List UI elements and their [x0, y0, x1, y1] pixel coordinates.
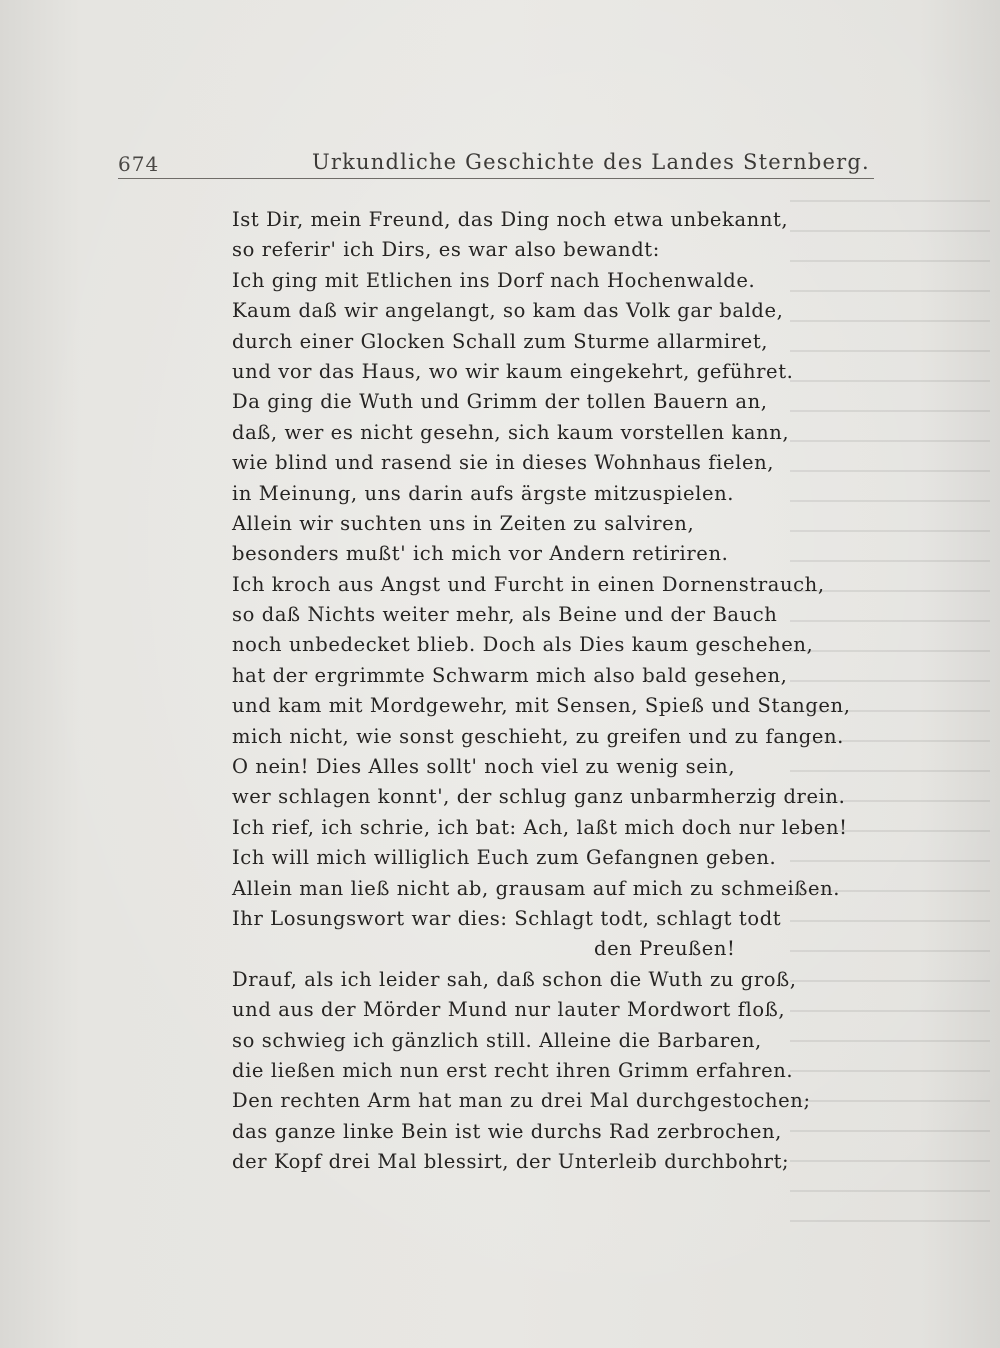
- poem-line: in Meinung, uns darin aufs ärgste mitzuspielen.: [232, 481, 735, 505]
- poem-line: und kam mit Mordgewehr, mit Sensen, Spieß und Stangen,: [232, 694, 851, 718]
- page-header: [118, 150, 874, 180]
- poem-line: durch einer Glocken Schall zum Sturme allarmiret,: [232, 329, 769, 353]
- poem-line: Kaum daß wir angelangt, so kam das Volk gar balde,: [232, 299, 784, 323]
- poem-line: daß, wer es nicht gesehn, sich kaum vorstellen kann,: [232, 420, 790, 444]
- poem-line: Ist Dir, mein Freund, das Ding noch etwa unbekannt,: [232, 208, 789, 231]
- poem-line: Ich ging mit Etlichen ins Dorf nach Hochenwalde.: [232, 268, 756, 292]
- poem-line: Ihr Losungswort war dies: Schlagt todt, schlagt todt: [232, 906, 782, 930]
- poem-line: noch unbedecket blieb. Doch als Dies kaum geschehen,: [232, 633, 814, 657]
- poem-line: das ganze linke Bein ist wie durchs Rad zerbrochen,: [232, 1119, 782, 1143]
- poem-line: O nein! Dies Alles sollt' noch viel zu wenig sein,: [232, 755, 736, 779]
- poem-line: Allein man ließ nicht ab, grausam auf mich zu schmeißen.: [232, 876, 841, 900]
- poem-line: besonders mußt' ich mich vor Andern retiriren.: [232, 542, 729, 566]
- poem-line: so referir' ich Dirs, es war also bewandt:: [232, 238, 660, 262]
- poem-line: wer schlagen konnt', der schlug ganz unbarmherzig drein.: [232, 785, 846, 809]
- poem-line: Den rechten Arm hat man zu drei Mal durchgestochen;: [232, 1089, 811, 1113]
- page-number: 674: [118, 152, 160, 176]
- poem-line: und vor das Haus, wo wir kaum eingekehrt, geführet.: [232, 359, 794, 383]
- poem-line: so schwieg ich gänzlich still. Alleine die Barbaren,: [232, 1028, 762, 1052]
- poem-line: und aus der Mörder Mund nur lauter Mordwort floß,: [232, 998, 786, 1022]
- poem-line: Ich will mich williglich Euch zum Gefangnen geben.: [232, 846, 777, 870]
- poem-text: [232, 205, 851, 1178]
- poem-line: Da ging die Wuth und Grimm der tollen Bauern an,: [232, 390, 768, 414]
- poem-line: mich nicht, wie sonst geschieht, zu greifen und zu fangen.: [232, 724, 844, 748]
- poem-line: Allein wir suchten uns in Zeiten zu salviren,: [232, 511, 695, 535]
- running-title: Urkundliche Geschichte des Landes Sternberg.: [312, 150, 870, 174]
- poem-line: die ließen mich nun erst recht ihren Grimm erfahren.: [232, 1058, 794, 1082]
- poem-line: der Kopf drei Mal blessirt, der Unterleib durchbohrt;: [232, 1150, 790, 1174]
- poem-line: wie blind und rasend sie in dieses Wohnhaus fielen,: [232, 451, 775, 475]
- header-rule: [118, 178, 874, 179]
- poem-line: Ich kroch aus Angst und Furcht in einen Dornenstrauch,: [232, 572, 825, 596]
- poem-line: hat der ergrimmte Schwarm mich also bald gesehen,: [232, 663, 788, 687]
- poem-line: Ich rief, ich schrie, ich bat: Ach, laßt mich doch nur leben!: [232, 815, 848, 839]
- poem-line: Drauf, als ich leider sah, daß schon die Wuth zu groß,: [232, 967, 797, 991]
- poem-line: so daß Nichts weiter mehr, als Beine und der Bauch: [232, 603, 778, 627]
- poem-line-continuation: den Preußen!: [594, 937, 736, 961]
